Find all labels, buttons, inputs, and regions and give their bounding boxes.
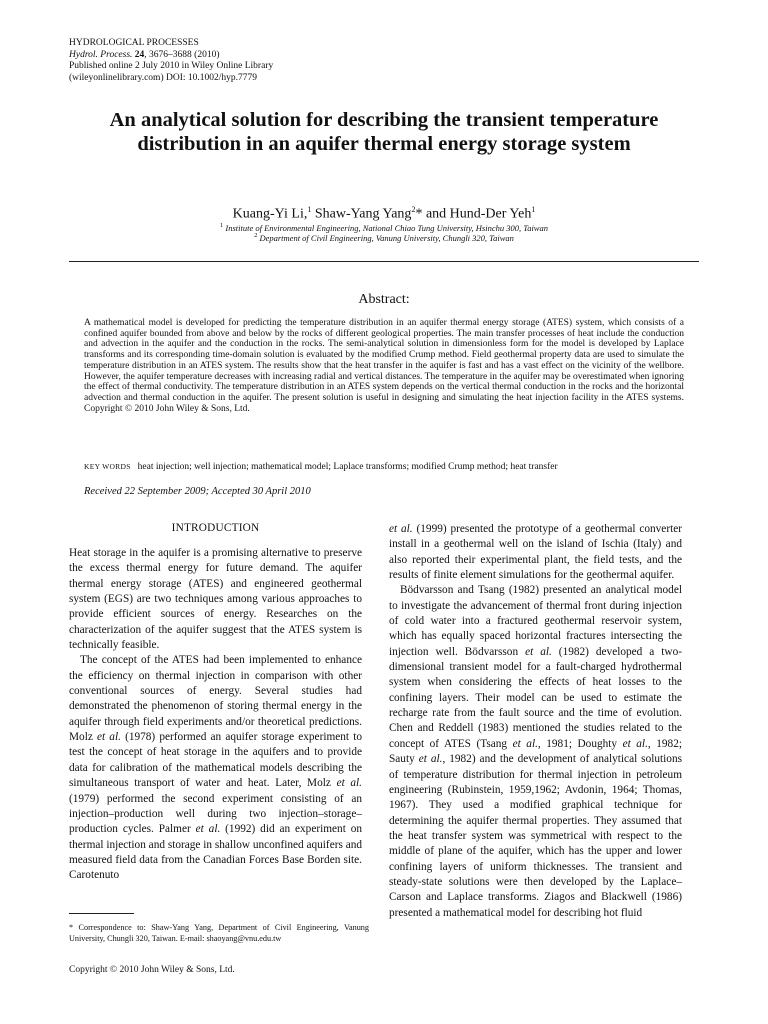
footnote-divider [69, 913, 134, 914]
page-copyright: Copyright © 2010 John Wiley & Sons, Ltd. [69, 965, 235, 975]
abstract-heading: Abstract: [358, 292, 410, 307]
intro-paragraph-2: The concept of the ATES had been implemented to enhance the efficiency on thermal injection in comparison with other conventional sources of energy. Several studies had demonstrated the phenomenon of storing thermal energy in the aquifer through field experiments and/or theoretical predictions. Molz et al. (1978) performed an aquifer storage experiment to test the concept of heat storage in the aquifers and to provide data for calibration of the mathematical models describing the simultaneous transport of water and heat. Later, Molz et al. (1979) performed the second experiment consisting of an injection–production well during two injection–storage–production cycles. Palmer et al. (1992) did an experiment on thermal injection and storage in shallow unconfined aquifers and measured field data from the Canadian Forces Base Borden site. Carotenuto [69, 654, 363, 882]
journal-citation: Hydrol. Process. 24, 3676–3688 (2010) [69, 49, 220, 60]
intro-paragraph-2-continued: et al. (1999) presented the prototype of a geothermal converter install in a geothermal well on the island of Ischia (Italy) and also reported their experimental plant, the field tests, and the results of finite element simulations for the geothermal aquifer. [389, 523, 682, 582]
keywords-text: heat injection; well injection; mathematical model; Laplace transforms; modified Crump method; heat transfer [137, 462, 558, 472]
keywords [84, 462, 704, 472]
header-divider [69, 261, 699, 262]
paper-title: An analytical solution for describing the transient temperature distribution in an aquifer thermal energy storage system [109, 109, 659, 155]
journal-name: HYDROLOGICAL PROCESSES [69, 38, 199, 48]
column-left [69, 546, 362, 884]
received-date: Received 22 September 2009; Accepted 30 April 2010 [84, 486, 311, 497]
affiliation-2: $^2$ Department of Civil Engineering, Vanung University, Chungli 320, Taiwan [254, 232, 514, 243]
correspondence-footnote: * Correspondence to: Shaw-Yang Yang, Department of Civil Engineering, Vanung University, Chungli 320, Taiwan. E-mail: shaoyang@vnu.edu.tw [69, 923, 369, 943]
keywords-label: KEY WORDS [84, 462, 131, 471]
intro-paragraph-1: Heat storage in the aquifer is a promising alternative to preserve the excess thermal energy for future demand. The aquifer thermal energy storage (ATES) and engineered geothermal system (EGS) are two techniques among various approaches to provide efficient sources of energy. Researches on the characterization of the aquifer suggest that the ATES system is technically feasible. [69, 547, 362, 652]
affiliation-1: $^1$ Institute of Environmental Engineering, National Chiao Tung University, Hsinchu 300, Taiwan [220, 222, 548, 233]
abstract-body: A mathematical model is developed for predicting the temperature distribution in an aquifer thermal energy storage (ATES) system, which consists of a confined aquifer bounded from above and below by the rocks of different geological properties. The main transfer processes of heat include the conduction and advection in the aquifer and the conduction in the rocks. The semi-analytical solution in dimensionless form for the model is developed by Laplace transforms and its corresponding time-domain solution is evaluated by the modified Crump method. Field geothermal property data are used to simulate the temperature distribution in an ATES system. The results show that the heat transfer in the aquifer is fast and has a vast effect on the vicinity of the wellbore. However, the aquifer temperature decreases with increasing radial and vertical distances. The temperature in the aquifer may be overestimated when ignoring the effect of thermal conductivity. The temperature distribution in an ATES system depends on the vertical thermal conduction in the rocks and the horizontal advection and thermal conduction in the aquifer. The present solution is useful in designing and simulating the heat injection facility in the ATES systems. Copyright © 2010 John Wiley & Sons, Ltd. [84, 318, 684, 414]
column-right [389, 522, 682, 921]
doi-line: (wileyonlinelibrary.com) DOI: 10.1002/hyp.7779 [69, 72, 258, 83]
journal-header [69, 38, 469, 84]
section-heading-introduction: INTRODUCTION [171, 522, 260, 534]
author-list: Kuang-Yi Li,$^1$ Shaw-Yang Yang$^2$* and Hund-Der Yeh$^1$ [232, 205, 536, 222]
intro-paragraph-3: Bödvarsson and Tsang (1982) presented an analytical model to investigate the advancement of thermal front during injection of cold water into a fractured geothermal reservoir system, which has equally spaced horizontal fractures intersecting the injection well. Bödvarsson et al. (1982) developed a two-dimensional transient model for a fault-charged hydrothermal system when considering the effects of heat losses to the confining layers. Their model can be used to estimate the recharge rate from the fault source and the time of evolution. Chen and Reddell (1983) mentioned the studies related to the concept of ATES (Tsang et al., 1981; Doughty et al., 1982; Sauty et al., 1982) and the development of analytical solutions of temperature distribution for thermal injection in petroleum engineering (Rubinstein, 1959,1962; Avdonin, 1964; Thomas, 1967). They used a modified graphical technique for determining the aquifer thermal properties. They assumed that the heat transfer system was symmetrical with respect to the middle of plane of the aquifer, which has the upper and lower confining layers of uniform thicknesses. The transient and steady-state solutions were then developed by the Laplace–Carson and Laplace transforms. Ziagos and Blackwell (1986) presented a mathematical model for describing hot fluid [389, 584, 682, 919]
publication-info: Published online 2 July 2010 in Wiley Online Library [69, 61, 274, 71]
